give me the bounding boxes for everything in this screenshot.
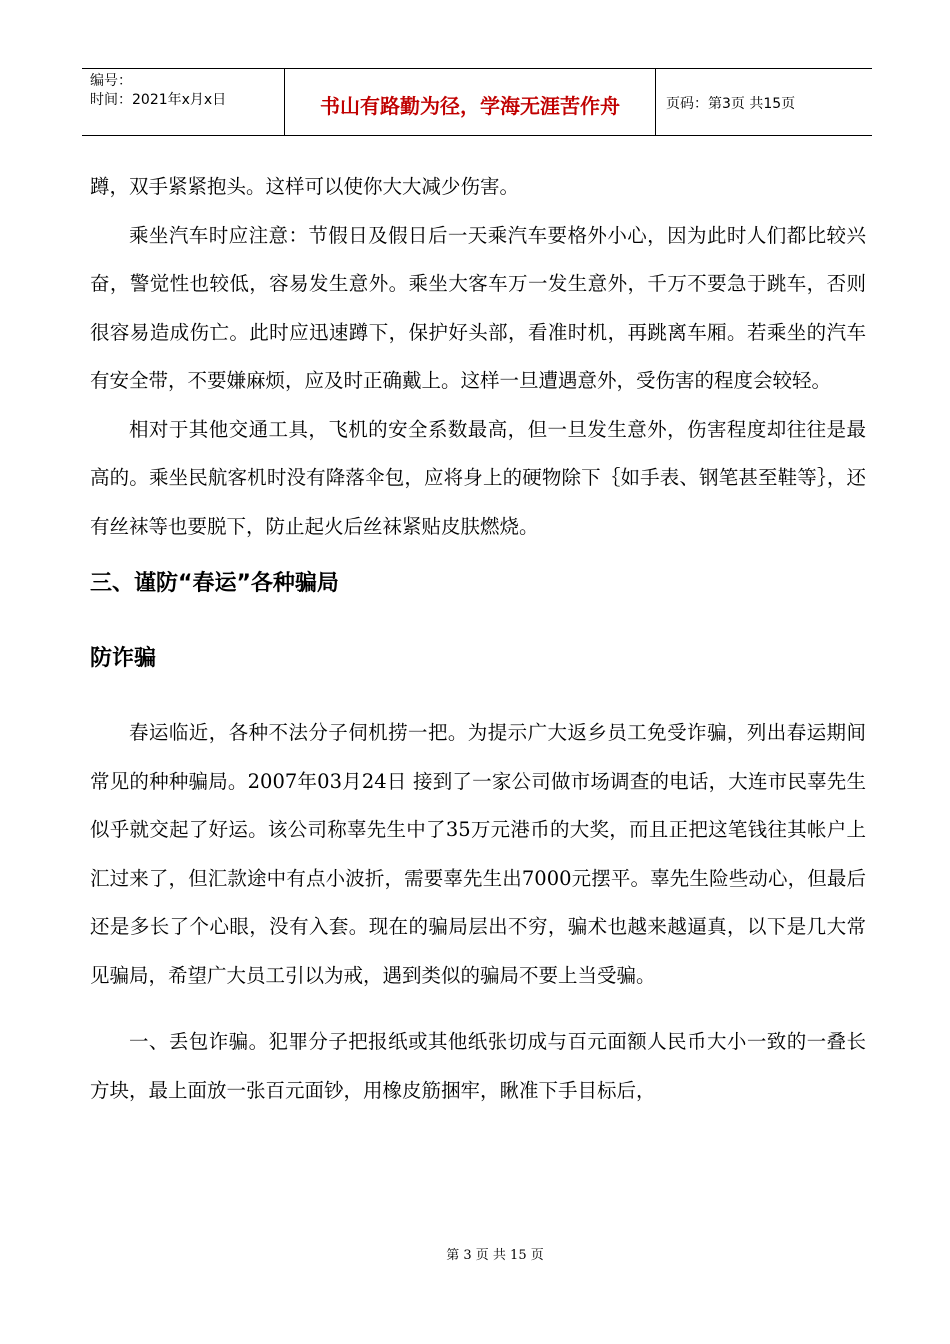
paragraph: 一、丢包诈骗。犯罪分子把报纸或其他纸张切成与百元面额人民币大小一致的一叠长方块，最上面放一张百元面钞，用橡皮筋捆牢，瞅准下手目标后， (90, 1030, 866, 1102)
header-motto: 书山有路勤为径，学海无涯苦作舟 (285, 69, 656, 135)
section-heading: 三、谨防“春运”各种骗局 (90, 571, 339, 596)
document-body (90, 163, 866, 1115)
paragraph: 蹲，双手紧紧抱头。这样可以使你大大减少伤害。 (90, 175, 520, 198)
page-footer: 第 3 页 共 15 页 (446, 1248, 544, 1263)
paragraph: 乘坐汽车时应注意：节假日及假日后一天乘汽车要格外小心，因为此时人们都比较兴奋，警觉性也较低，容易发生意外。乘坐大客车万一发生意外，千万不要急于跳车，否则很容易造成伤亡。此时应迅速蹲下，保护好头部，看准时机，再跳离车厢。若乘坐的汽车有安全带，不要嫌麻烦，应及时正确戴上。这样一旦遭遇意外，受伤害的程度会较轻。 (90, 223, 866, 392)
header-page-info: 页码：第3页 共15页 (666, 96, 796, 112)
paragraph: 相对于其他交通工具，飞机的安全系数最高，但一旦发生意外，伤害程度却往往是最高的。乘坐民航客机时没有降落伞包，应将身上的硬物除下｛如手表、钢笔甚至鞋等｝，还有丝袜等也要脱下，防止起火后丝袜紧贴皮肤燃烧。 (90, 417, 866, 538)
paragraph: 春运临近，各种不法分子伺机捞一把。为提示广大返乡员工免受诈骗，列出春运期间常见的种种骗局。2007年03月24日 接到了一家公司做市场调查的电话，大连市民辜先生似乎就交起了好运。该公司称辜先生中了35万元港币的大奖，而且正把这笔钱往其帐户上汇过来了，但汇款途中有点小波折，需要辜先生出7000元摆平。辜先生险些动心，但最后还是多长了个心眼，没有入套。现在的骗局层出不穷，骗术也越来越逼真，以下是几大常见骗局，希望广大员工引以为戒，遇到类似的骗局不要上当受骗。 (90, 721, 866, 987)
number-label: 编号： (90, 73, 132, 89)
subsection-heading: 防诈骗 (90, 646, 157, 671)
page-header (82, 68, 872, 136)
header-meta (82, 69, 285, 135)
time-label: 时间：2021年x月x日 (90, 92, 227, 108)
